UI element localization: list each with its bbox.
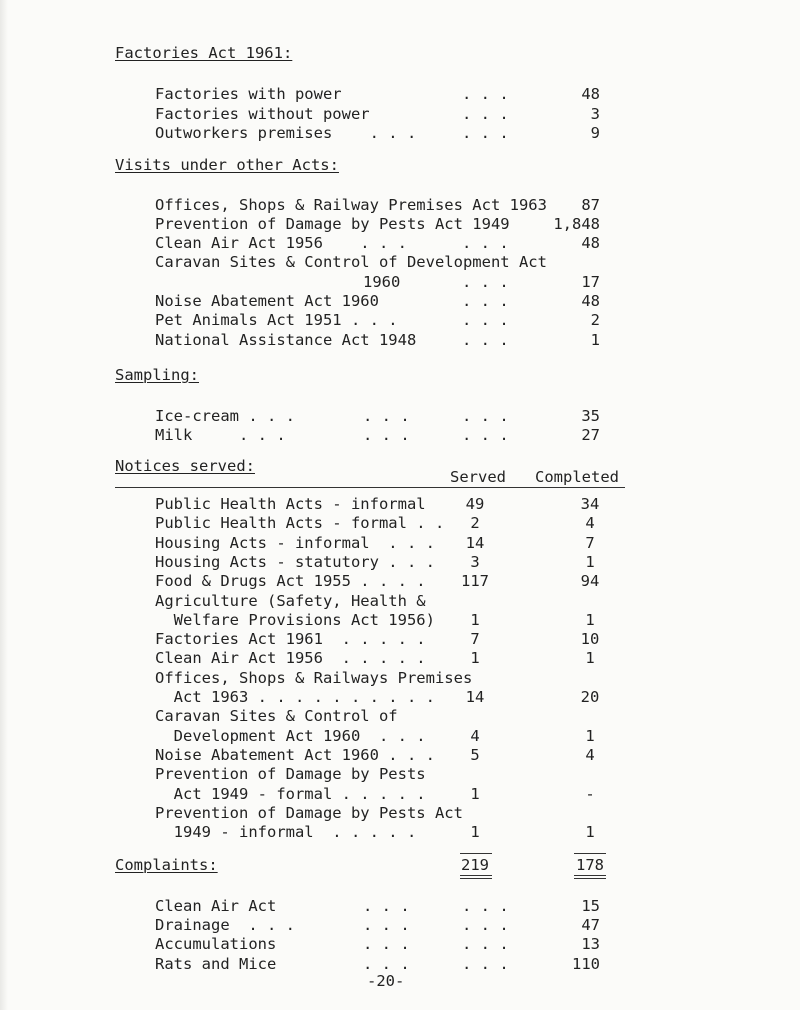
sampling-value-0: 35 <box>581 407 600 425</box>
factories-label-0: Factories with power <box>155 85 342 104</box>
notices-completed-3: 1 <box>585 552 595 571</box>
visits-label-1: Prevention of Damage by Pests Act 1949 <box>155 214 510 233</box>
notices-label-3: Housing Acts - statutory . . . <box>155 552 435 571</box>
notices-served-0: 49 <box>465 494 485 513</box>
factories-dots-1: . . . <box>462 104 509 123</box>
factories-dots-2: . . . <box>462 124 509 142</box>
notices-served-13: 5 <box>470 746 480 764</box>
notices-col-served: Served <box>450 467 506 486</box>
factories-value-1: 3 <box>590 104 600 123</box>
notices-label-1: Public Health Acts - formal . . <box>155 514 445 533</box>
completed-total-rule-top <box>574 853 606 854</box>
notices-label-11: Caravan Sites & Control of <box>155 707 398 726</box>
notices-label-15: Act 1949 - formal . . . . . <box>155 784 426 803</box>
notices-label-8: Clean Air Act 1956 . . . . . <box>155 649 426 668</box>
complaints-dots2-0: . . . <box>462 896 509 915</box>
completed-total-rule-2 <box>574 878 606 879</box>
sampling-dots2-0: . . . <box>462 407 509 425</box>
notices-heading: Notices served: <box>115 457 255 476</box>
notices-served-10: 14 <box>465 688 485 707</box>
notices-header-rule <box>115 487 625 488</box>
served-total-rule-top <box>460 853 492 854</box>
visits-dots-6: . . . <box>462 311 509 330</box>
complaints-label-2: Accumulations <box>155 935 277 954</box>
notices-served-8: 1 <box>470 649 480 668</box>
served-total-rule-2 <box>460 878 492 879</box>
sampling-heading: Sampling: <box>115 365 199 384</box>
served-total-rule-1 <box>460 875 492 876</box>
notices-label-10: Act 1963 . . . . . . . . . . <box>155 688 435 707</box>
complaints-dots2-3: . . . <box>462 954 509 973</box>
visits-value-1: 1,848 <box>553 214 600 233</box>
notices-completed-13: 4 <box>585 746 595 764</box>
factories-label-1: Factories without power <box>155 104 370 123</box>
notices-label-0: Public Health Acts - informal <box>155 494 426 513</box>
visits-dots-2: . . . <box>462 234 509 253</box>
notices-label-7: Factories Act 1961 . . . . . <box>155 630 426 649</box>
visits-dots-5: . . . <box>462 292 509 311</box>
notices-label-2: Housing Acts - informal . . . <box>155 533 435 552</box>
notices-served-17: 1 <box>470 823 480 842</box>
notices-label-13: Noise Abatement Act 1960 . . . <box>155 746 435 764</box>
sampling-dots1-0: . . . <box>363 407 410 425</box>
complaints-value-0: 15 <box>581 896 600 915</box>
visits-value-6: 2 <box>590 311 600 330</box>
factories-value-2: 9 <box>590 124 600 142</box>
notices-completed-0: 34 <box>580 494 600 513</box>
notices-served-15: 1 <box>470 784 480 803</box>
notices-label-6: Welfare Provisions Act 1956) <box>155 610 435 629</box>
notices-served-3: 3 <box>470 552 480 571</box>
sampling-label-0: Ice-cream . . . <box>155 407 295 425</box>
notices-completed-12: 1 <box>585 726 595 745</box>
complaints-label-0: Clean Air Act <box>155 896 277 915</box>
notices-label-17: 1949 - informal . . . . . <box>155 823 417 842</box>
visits-value-7: 1 <box>590 330 600 349</box>
notices-label-9: Offices, Shops & Railways Premises <box>155 668 473 687</box>
visits-label-0: Offices, Shops & Railway Premises Act 1963 <box>155 195 547 214</box>
notices-label-5: Agriculture (Safety, Health & <box>155 591 426 610</box>
notices-served-12: 4 <box>470 726 480 745</box>
visits-dots-7: . . . <box>462 330 509 349</box>
visits-value-5: 48 <box>581 292 600 311</box>
completed-total-rule-1 <box>574 875 606 876</box>
complaints-dots2-2: . . . <box>462 935 509 954</box>
notices-completed-6: 1 <box>585 610 595 629</box>
complaints-dots1-0: . . . <box>363 896 410 915</box>
visits-label-5: Noise Abatement Act 1960 <box>155 292 379 311</box>
notices-served-1: 2 <box>470 514 480 533</box>
visits-label-6: Pet Animals Act 1951 . . . <box>155 311 398 330</box>
complaints-label-3: Rats and Mice <box>155 954 277 973</box>
complaints-dots2-1: . . . <box>462 916 509 934</box>
sampling-value-1: 27 <box>581 426 600 445</box>
complaints-label-1: Drainage . . . <box>155 916 295 934</box>
complaints-dots1-3: . . . <box>363 954 410 973</box>
factories-label-2: Outworkers premises . . . <box>155 124 417 142</box>
notices-label-14: Prevention of Damage by Pests <box>155 765 426 784</box>
visits-value-2: 48 <box>581 234 600 253</box>
visits-dots-4: . . . <box>462 272 509 291</box>
notices-completed-4: 94 <box>580 572 600 591</box>
notices-completed-15: - <box>585 784 595 803</box>
notices-served-4: 117 <box>461 572 489 591</box>
notices-completed-8: 1 <box>585 649 595 668</box>
visits-label-7: National Assistance Act 1948 <box>155 330 417 349</box>
notices-completed-2: 7 <box>585 533 595 552</box>
notices-served-6: 1 <box>470 610 480 629</box>
notices-served-2: 14 <box>465 533 485 552</box>
completed-total: 178 <box>576 856 604 875</box>
complaints-value-3: 110 <box>572 954 600 973</box>
complaints-heading: Complaints: <box>115 856 218 875</box>
factories-value-0: 48 <box>581 85 600 104</box>
notices-label-12: Development Act 1960 . . . <box>155 726 426 745</box>
complaints-value-1: 47 <box>581 916 600 934</box>
page-number: -20- <box>367 972 405 990</box>
visits-label-3: Caravan Sites & Control of Development Act <box>155 253 547 272</box>
page-title: Factories Act 1961: <box>115 43 293 62</box>
sampling-dots2-1: . . . <box>462 426 509 445</box>
factories-dots-0: . . . <box>462 85 509 104</box>
complaints-dots1-1: . . . <box>363 916 410 934</box>
complaints-dots1-2: . . . <box>363 935 410 954</box>
visits-value-4: 17 <box>581 272 600 291</box>
notices-completed-1: 4 <box>585 514 595 533</box>
scan-edge <box>0 0 8 1010</box>
notices-col-completed: Completed <box>535 467 619 486</box>
notices-completed-7: 10 <box>580 630 600 649</box>
visits-heading: Visits under other Acts: <box>115 155 339 174</box>
complaints-value-2: 13 <box>581 935 600 954</box>
notices-label-4: Food & Drugs Act 1955 . . . . <box>155 572 426 591</box>
visits-value-0: 87 <box>581 195 600 214</box>
sampling-label-1: Milk . . . <box>155 426 286 445</box>
notices-completed-10: 20 <box>580 688 600 707</box>
served-total: 219 <box>461 856 489 875</box>
notices-label-16: Prevention of Damage by Pests Act <box>155 804 463 822</box>
notices-served-7: 7 <box>470 630 480 649</box>
notices-completed-17: 1 <box>585 823 595 842</box>
visits-label-2: Clean Air Act 1956 . . . <box>155 234 407 253</box>
visits-label-4: 1960 <box>363 272 401 291</box>
sampling-dots1-1: . . . <box>363 426 410 445</box>
